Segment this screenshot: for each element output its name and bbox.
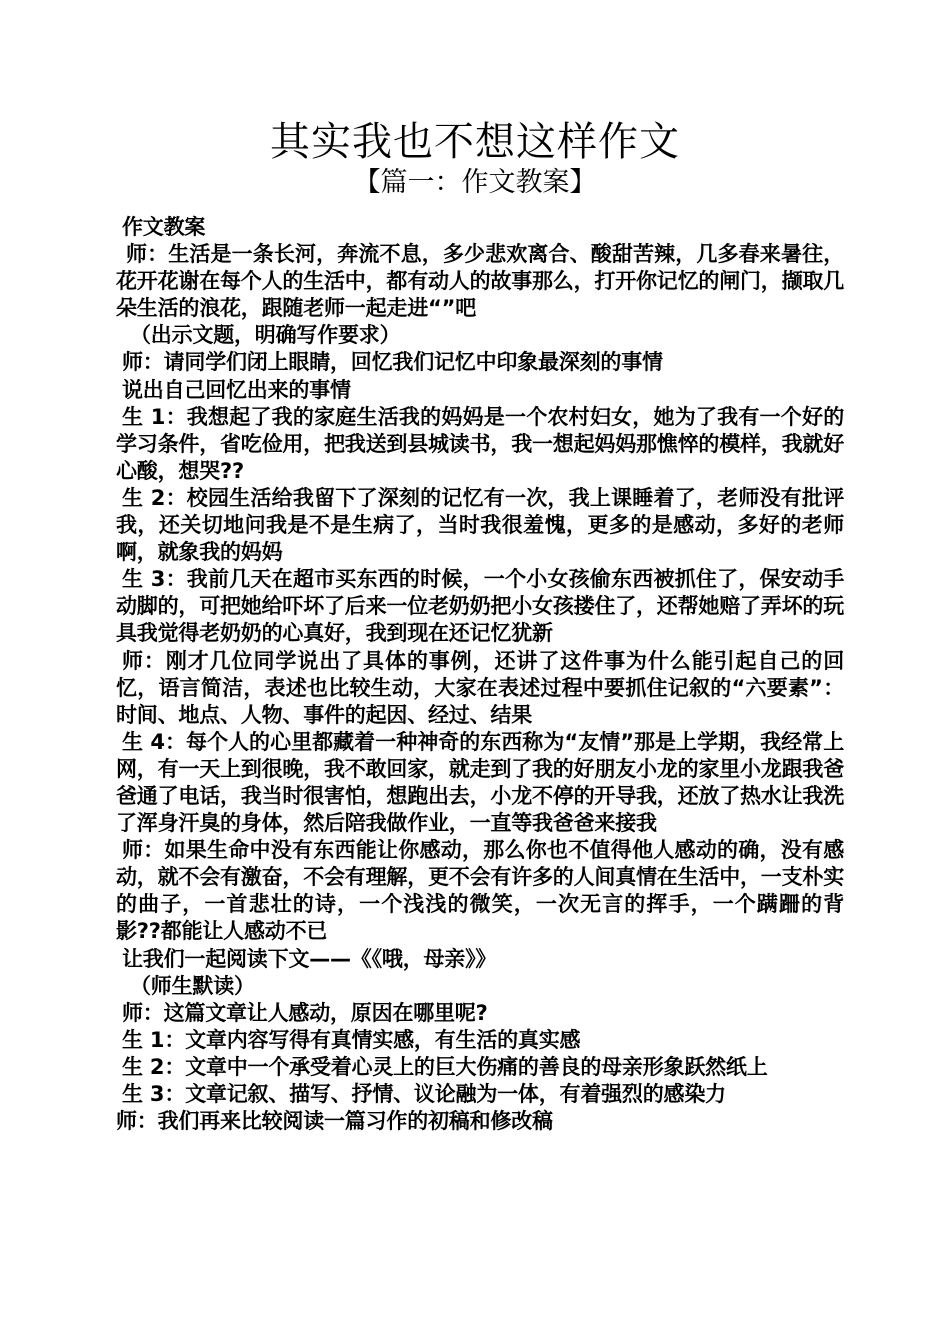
paragraph: 师：生活是一条长河，奔流不息，多少悲欢离合、酸甜苦辣，几多春来暑往，花开花谢在每个人的生活中，都有动人的故事那么，打开你记忆的闸门，撷取几朵生活的浪花，跟随老师一起走进“”吧: [116, 242, 844, 321]
paragraph-heading: 作文教案: [122, 215, 206, 239]
paragraph: 生 2：文章中一个承受着心灵上的巨大伤痛的善良的母亲形象跃然纸上: [122, 1054, 768, 1079]
paragraph: 说出自己回忆出来的事情: [122, 377, 351, 402]
paragraph: 生 3：我前几天在超市买东西的时候，一个小女孩偷东西被抓住了，保安动手动脚的，可把她给吓坏了后来一位老奶奶把小女孩搂住了，还帮她赔了弄坏的玩具我觉得老奶奶的心真好，我到现在还记忆犹新: [116, 567, 844, 646]
paragraph: 生 2：校园生活给我留下了深刻的记忆有一次，我上课睡着了，老师没有批评我，还关切地问我是不是生病了，当时我很羞愧，更多的是感动，多好的老师啊，就象我的妈妈: [116, 485, 844, 565]
paragraph: 师：请同学们闭上眼睛，回忆我们记忆中印象最深刻的事情: [122, 350, 663, 375]
paragraph: （师生默读）: [130, 973, 255, 998]
paragraph: 生 4：每个人的心里都藏着一种神奇的东西称为“友情”那是上学期，我经常上网，有一天上到很晚，我不敢回家，就走到了我的好朋友小龙的家里小龙跟我爸爸通了电话，我当时很害怕，想跑出去，小龙不停的开导我，还放了热水让我洗了浑身汗臭的身体，然后陪我做作业，一直等我爸爸来接我: [116, 729, 844, 836]
document-body: [116, 214, 844, 1135]
document-title: 其实我也不想这样作文: [270, 119, 680, 165]
paragraph: 生 1：我想起了我的家庭生活我的妈妈是一个农村妇女，她为了我有一个好的学习条件，省吃俭用，把我送到县城读书，我一想起妈妈那憔悴的模样，我就好心酸，想哭??: [116, 404, 844, 483]
paragraph: （出示文题，明确写作要求）: [130, 323, 401, 348]
paragraph: 师：如果生命中没有东西能让你感动，那么你也不值得他人感动的确，没有感动，就不会有激奋，不会有理解，更不会有许多的人间真情在生活中，一支朴实的曲子，一首悲壮的诗，一个浅浅的微笑，一次无言的挥手，一个蹒跚的背影??都能让人感动不已: [116, 838, 844, 944]
paragraph: 生 1：文章内容写得有真情实感，有生活的真实感: [122, 1027, 581, 1052]
paragraph: 师：我们再来比较阅读一篇习作的初稿和修改稿: [116, 1109, 553, 1134]
document-subtitle: 【篇一：作文教案】: [353, 167, 597, 198]
paragraph: 生 3：文章记叙、描写、抒情、议论融为一体，有着强烈的感染力: [122, 1082, 726, 1106]
paragraph: 让我们一起阅读下文——《《哦，母亲》》: [122, 946, 497, 971]
paragraph: 师：这篇文章让人感动，原因在哪里呢?: [122, 1000, 488, 1025]
paragraph: 师：刚才几位同学说出了具体的事例，还讲了这件事为什么能引起自己的回忆，语言简洁，表述也比较生动，大家在表述过程中要抓住记叙的“六要素”：时间、地点、人物、事件的起因、经过、结果: [116, 648, 844, 727]
